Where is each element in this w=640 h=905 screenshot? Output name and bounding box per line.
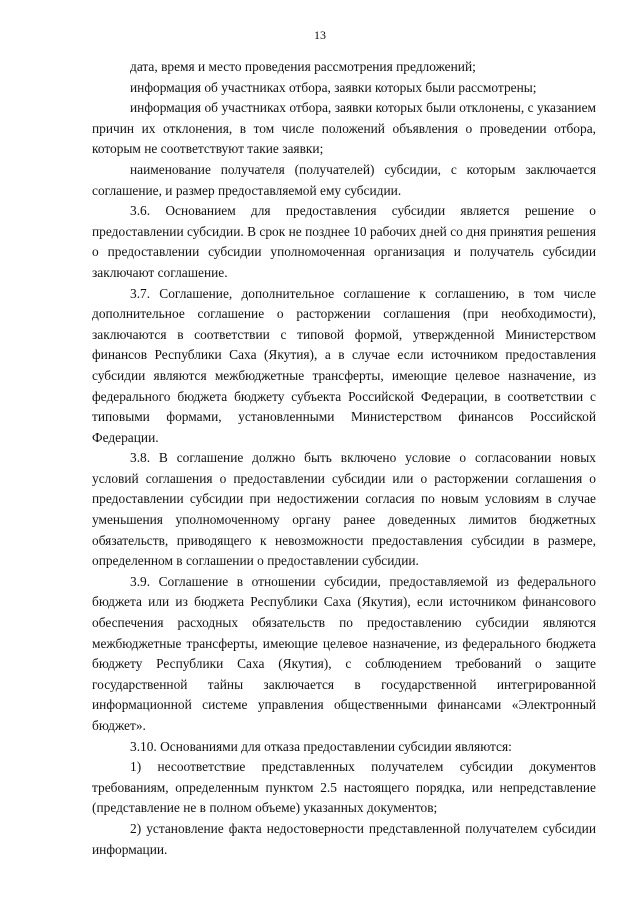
paragraph-refusal-ground-2: 2) установление факта недостоверности представленной получателем субсидии информации. [92, 820, 596, 857]
page-number: 13 [314, 28, 326, 42]
paragraph-reviewed-participants: информация об участниках отбора, заявки которых были рассмотрены; [130, 79, 537, 95]
paragraph-meeting-details: дата, время и место проведения рассмотрения предложений; [130, 59, 476, 74]
document-body [92, 57, 596, 860]
paragraph-rejected-participants: информация об участниках отбора, заявки которых были отклонены, с указанием причин их отклонения, в том числе положений объявления о проведении отбора, которым не соответствуют такие заявки; [92, 100, 596, 157]
paragraph-3-10: 3.10. Основаниями для отказа предоставлении субсидии являются: [130, 738, 512, 754]
paragraph-recipient-name: наименование получателя (получателей) субсидии, с которым заключается соглашение, и размер предоставляемой ему субсидии. [92, 161, 596, 198]
paragraph-refusal-ground-1: 1) несоответствие представленных получателем субсидии документов требованиям, определенным пунктом 2.5 настоящего порядка, или непредставление (представление не в полном объеме) указанных документов; [92, 759, 596, 816]
paragraph-3-6: 3.6. Основанием для предоставления субсидии является решение о предоставлении субсидии. В срок не позднее 10 рабочих дней со дня принятия решения о предоставлении субсидии уполномоченная организация и получатель субсидии заключают соглашение. [92, 203, 596, 280]
paragraph-3-9: 3.9. Соглашение в отношении субсидии, предоставляемой из федерального бюджета или из бюджета Республики Саха (Якутия), если источником финансового обеспечения расходных обязательств по предоставлению субсидии являются межбюджетные трансферты, имеющие целевое назначение, из федерального бюджета бюджету Республики Саха (Якутия), с соблюдением требований о защите государственной тайны заключается в государственной интегрированной информационной системе управления общественными финансами «Электронный бюджет». [92, 573, 596, 733]
paragraph-3-7: 3.7. Соглашение, дополнительное соглашение к соглашению, в том числе дополнительное соглашение о расторжении соглашения (при необходимости), заключаются в соответствии с типовой формой, утвержденной Министерством финансов Республики Саха (Якутия), а в случае если источником предоставления субсидии являются межбюджетные трансферты, имеющие целевое назначение, из федерального бюджета бюджету субъекта Российской Федерации, в соответствии с типовыми формами, установленными Министерством финансов Российской Федерации. [92, 285, 596, 445]
paragraph-3-8: 3.8. В соглашение должно быть включено условие о согласовании новых условий соглашения о предоставлении субсидии или о расторжении соглашения о предоставлении субсидии при недостижении согласия по новым условиям в случае уменьшения уполномоченному органу ранее доведенных лимитов бюджетных обязательств, приводящего к невозможности предоставления субсидии в размере, определенном в соглашении о предоставлении субсидии. [92, 450, 596, 569]
